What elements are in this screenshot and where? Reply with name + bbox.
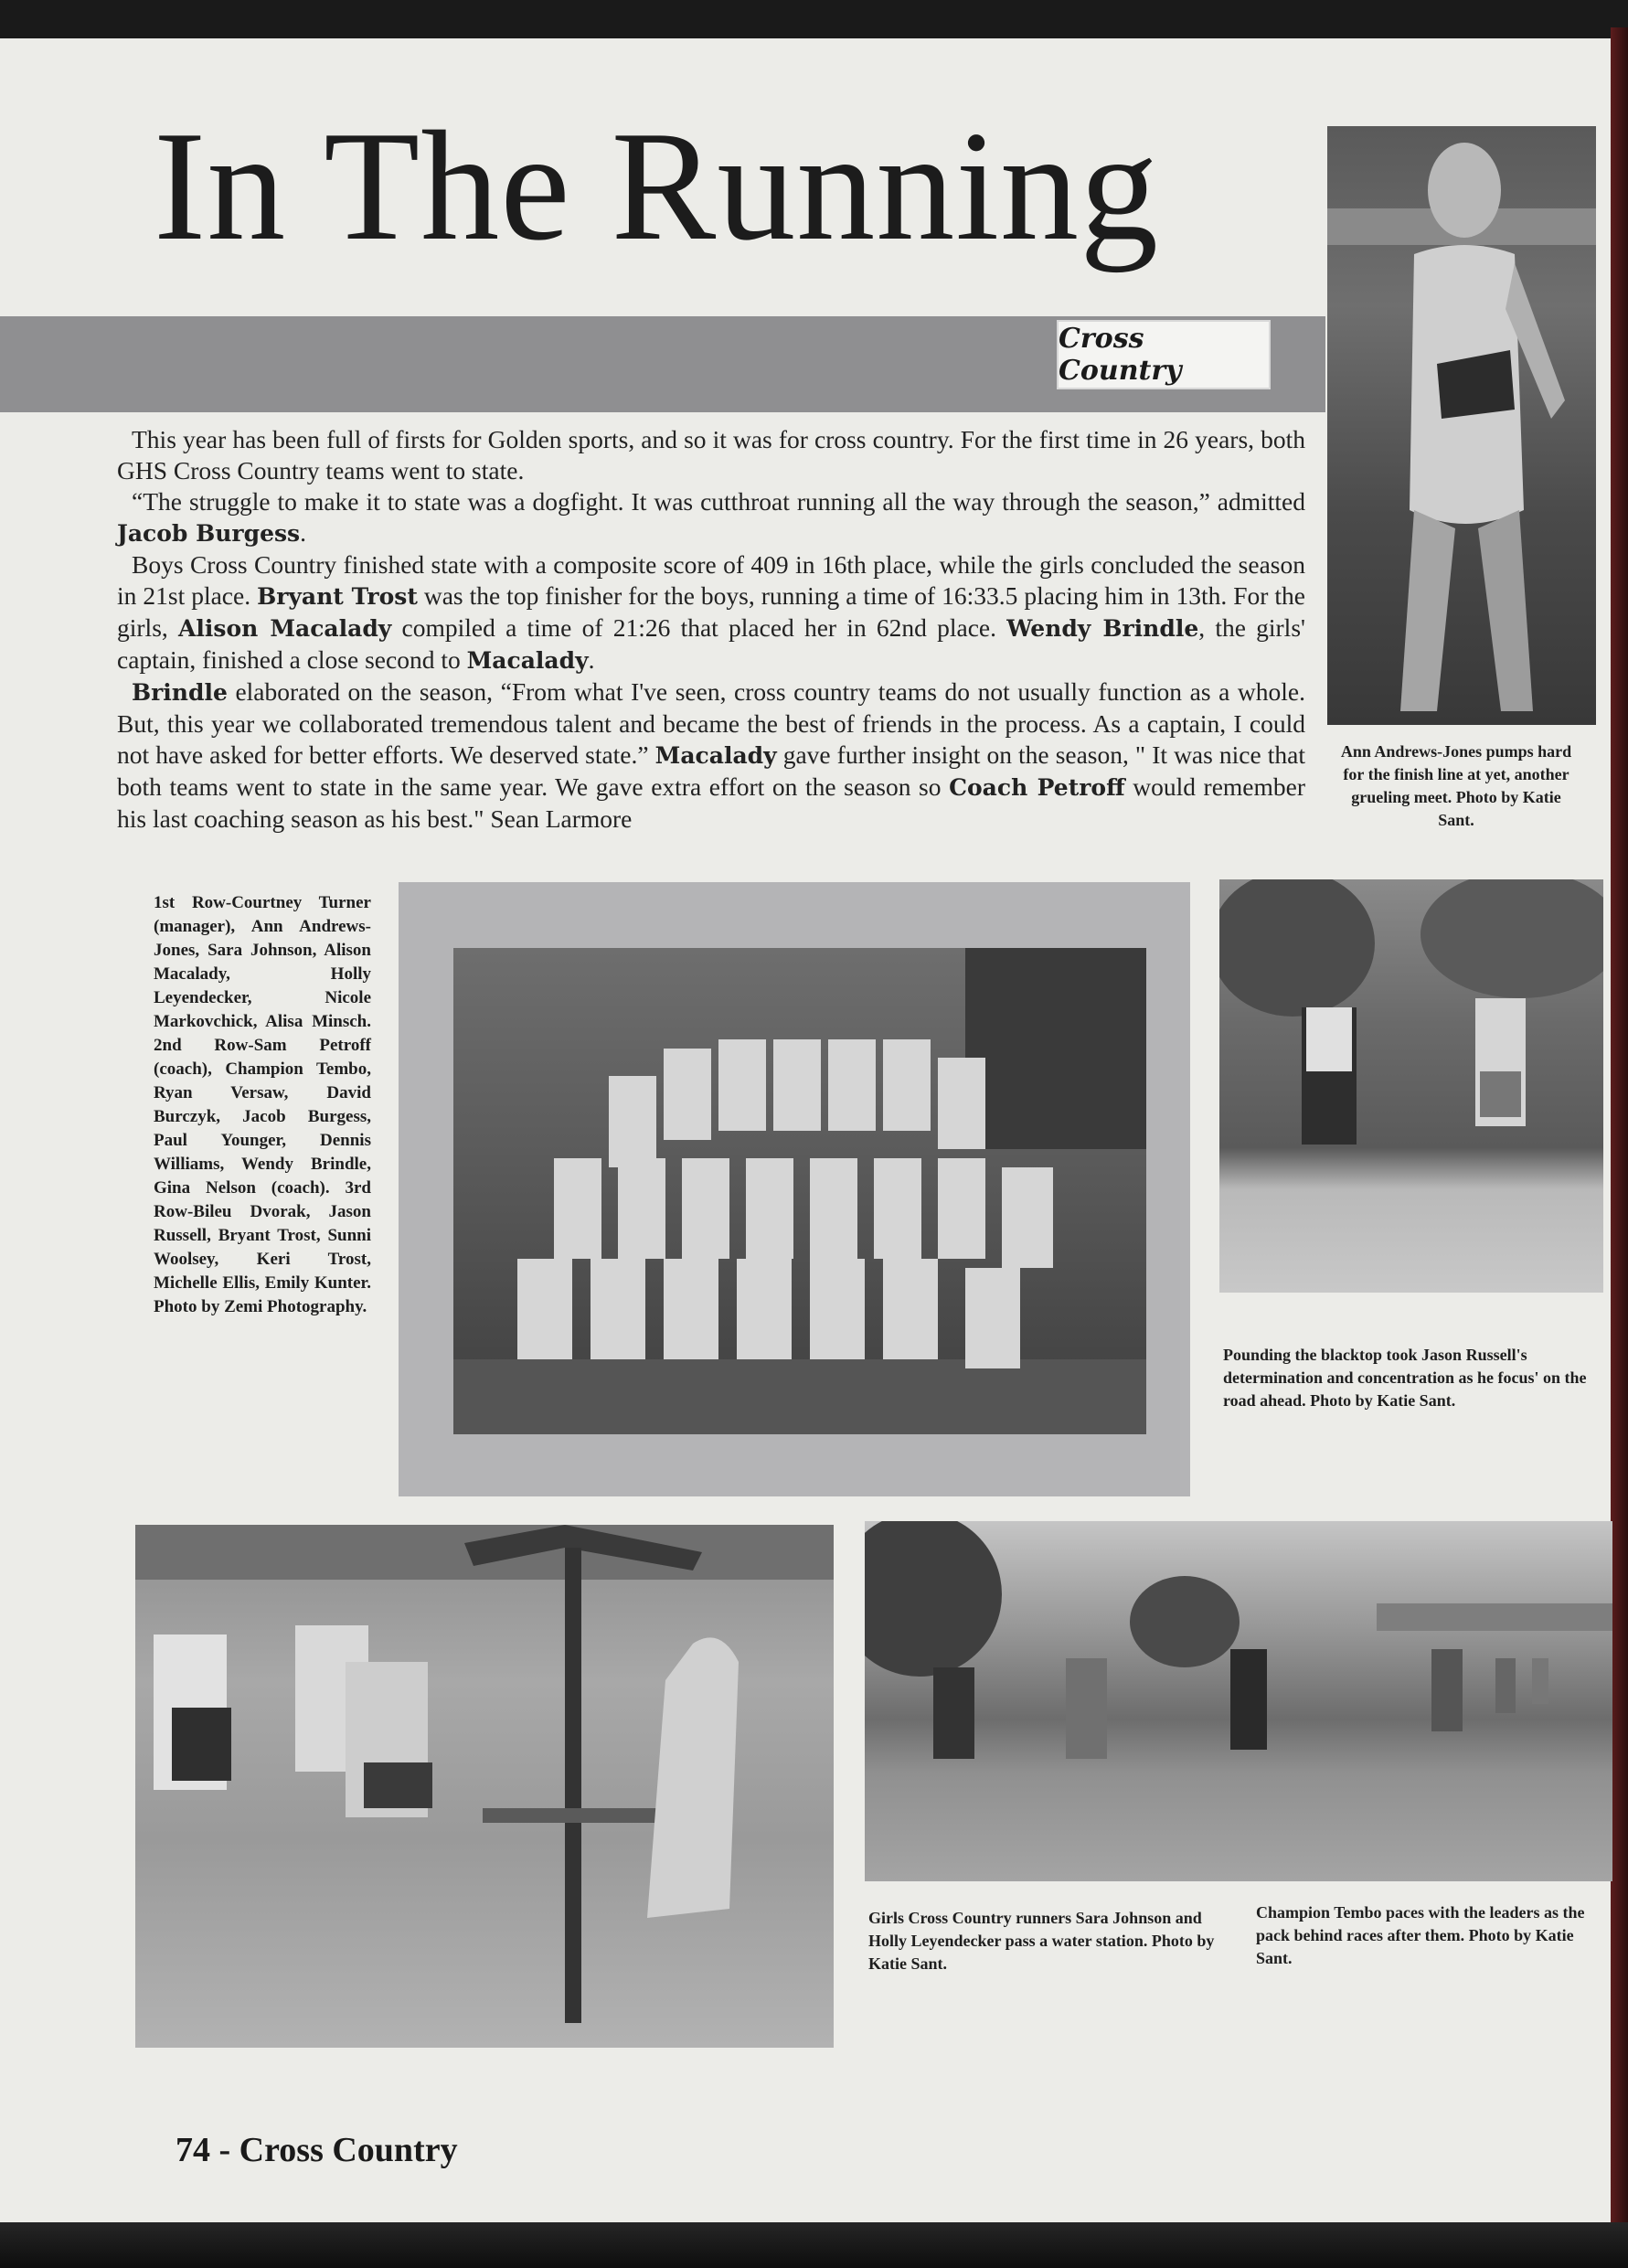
- photo-jason-russell-road: [1219, 879, 1603, 1293]
- caption-sara-johnson-holly: Girls Cross Country runners Sara Johnson and Holly Leyendecker pass a water station. Photo by Katie Sant.: [868, 1909, 1215, 1973]
- caption-team-roster: 1st Row-Courtney Turner (manager), Ann Andrews-Jones, Sara Johnson, Alison Macalady, Holly Leyendecker, Nicole Markovchick, Alisa Minsch. 2nd Row-Sam Petroff (coach), Champion Tembo, Ryan Versaw, David Burczyk, Jacob Burgess, Paul Younger, Dennis Williams, Wendy Brindle, Gina Nelson (coach). 3rd Row-Bileu Dvorak, Jason Russell, Bryant Trost, Sunni Woolsey, Keri Trost, Michelle Ellis, Emily Kunter. Photo by Zemi Photography.: [154, 893, 371, 1316]
- paragraph-1: This year has been full of firsts for Golden sports, and so it was for cross country. For the first time in 26 years, both GHS Cross Country teams went to state.: [117, 425, 1305, 484]
- page-title: In The Running: [154, 100, 1160, 273]
- paragraph-2: “The struggle to make it to state was a dogfight. It was cutthroat running all the way through the season,” admitted Jacob Burgess.: [117, 487, 1305, 547]
- book-spine-edge: [1611, 27, 1628, 2240]
- caption-champion-tembo: Champion Tembo paces with the leaders as the pack behind races after them. Photo by Katie Sant.: [1256, 1903, 1585, 1967]
- photo-team-group: [453, 948, 1146, 1434]
- caption-jason-russell: Pounding the blacktop took Jason Russell's determination and concentration as he focus' on the road ahead. Photo by Katie Sant.: [1223, 1346, 1587, 1410]
- photo-runner-ann: [1327, 126, 1596, 725]
- caption-ann-andrews-jones: Ann Andrews-Jones pumps hard for the finish line at yet, another grueling meet. Photo by Katie Sant.: [1340, 742, 1572, 829]
- photo-water-station: [135, 1525, 834, 2048]
- page-folio: 74 - Cross Country: [176, 2131, 458, 2169]
- section-tag: Cross Country: [1057, 320, 1271, 389]
- scan-bottom-edge: [0, 2222, 1628, 2268]
- article-body: [117, 424, 1305, 835]
- paragraph-4: Brindle elaborated on the season, “From what I've seen, cross country teams do not usually function as a whole. But, this year we collaborated tremendous talent and became the best of friends in the process. As a captain, I could not have asked for better efforts. We deserved state.” Macalady gave further insight on the season, " It was nice that both teams went to state in the same year. We gave extra effort on the season so Coach Petroff would remember his last coaching season as his best." Sean Larmore: [117, 677, 1305, 833]
- paragraph-3: Boys Cross Country finished state with a composite score of 409 in 16th place, while the girls concluded the season in 21st place. Bryant Trost was the top finisher for the boys, running a time of 16:33.5 placing him in 13th. For the girls, Alison Macalady compiled a time of 21:26 that placed her in 62nd place. Wendy Brindle, the girls' captain, finished a close second to Macalady.: [117, 550, 1305, 674]
- photo-tembo-leaders: [865, 1521, 1612, 1881]
